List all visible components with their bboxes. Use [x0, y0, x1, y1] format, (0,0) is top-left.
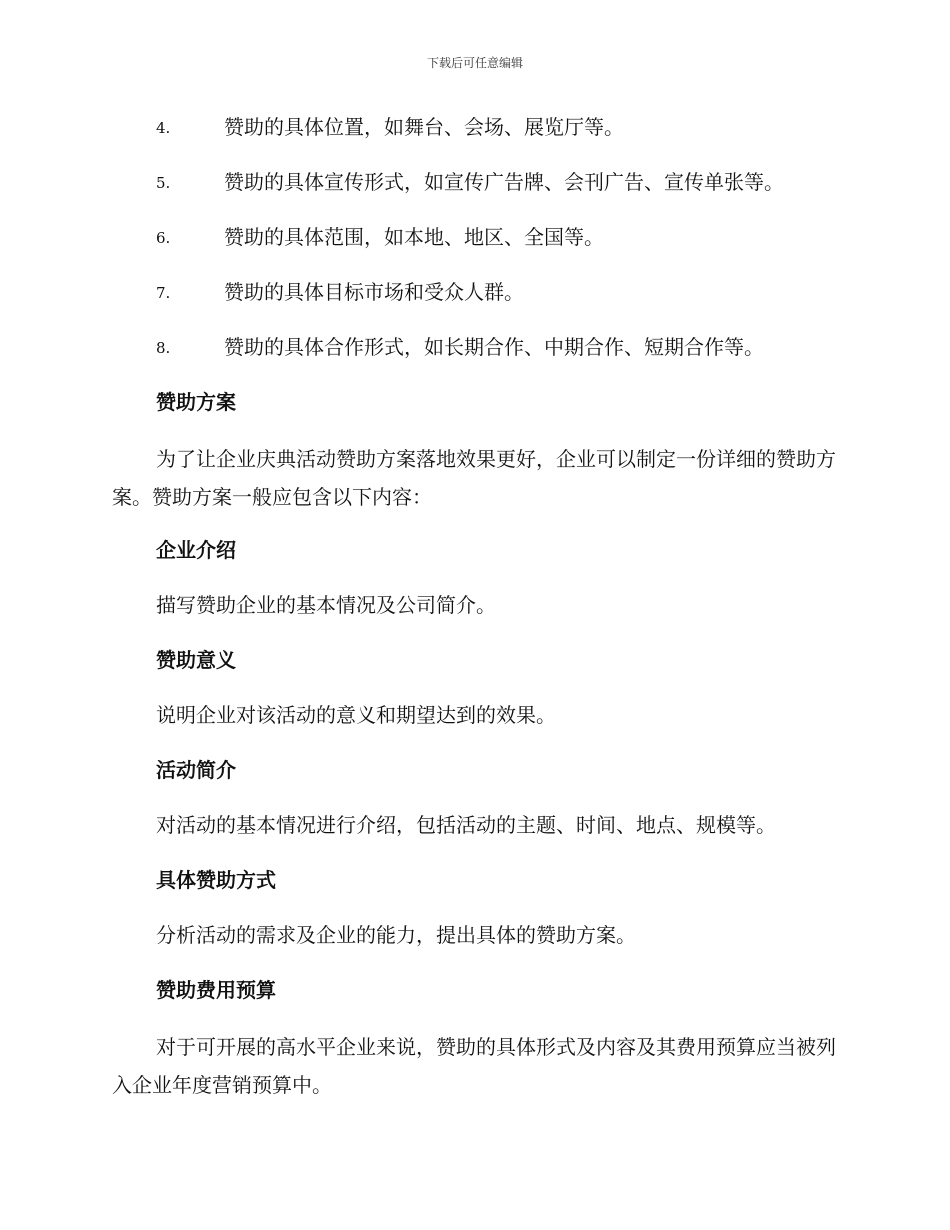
list-text: 赞助的具体宣传形式，如宣传广告牌、会刊广告、宣传单张等。: [224, 170, 784, 194]
document-body: [112, 110, 840, 1121]
list-item: [112, 275, 840, 330]
list-text: 赞助的具体目标市场和受众人群。: [224, 280, 524, 304]
section-body-method: 分析活动的需求及企业的能力，提出具体的赞助方案。: [156, 923, 636, 947]
list-text: 赞助的具体合作形式，如长期合作、中期合作、短期合作等。: [224, 335, 764, 359]
section-body-plan: 为了让企业庆典活动赞助方案落地效果更好，企业可以制定一份详细的赞助方案。赞助方案一般应包含以下内容：: [112, 447, 836, 509]
section-body-meaning: 说明企业对该活动的意义和期望达到的效果。: [156, 703, 556, 727]
section-heading-intro: 企业介绍: [156, 538, 236, 562]
list-text: 赞助的具体位置，如舞台、会场、展览厅等。: [224, 115, 624, 139]
section-heading-plan: 赞助方案: [156, 390, 236, 414]
list-number: 5.: [156, 174, 171, 192]
section-heading-activity: 活动简介: [156, 758, 236, 782]
section-body-activity: 对活动的基本情况进行介绍，包括活动的主题、时间、地点、规模等。: [156, 813, 776, 837]
section-body-intro: 描写赞助企业的基本情况及公司简介。: [156, 593, 496, 617]
list-number: 4.: [156, 119, 171, 137]
list-number: 7.: [156, 284, 171, 302]
list-number: 6.: [156, 229, 171, 247]
list-item: [112, 220, 840, 275]
list-item: [112, 110, 840, 165]
list-item: [112, 330, 840, 385]
section-heading-budget: 赞助费用预算: [156, 978, 276, 1002]
section-body-budget: 对于可开展的高水平企业来说，赞助的具体形式及内容及其费用预算应当被列入企业年度营销预算中。: [112, 1035, 836, 1097]
list-item: [112, 165, 840, 220]
list-text: 赞助的具体范围，如本地、地区、全国等。: [224, 225, 604, 249]
page-header: 下载后可任意编辑: [426, 56, 523, 70]
section-heading-method: 具体赞助方式: [156, 868, 276, 892]
list-number: 8.: [156, 339, 171, 357]
section-heading-meaning: 赞助意义: [156, 648, 236, 672]
